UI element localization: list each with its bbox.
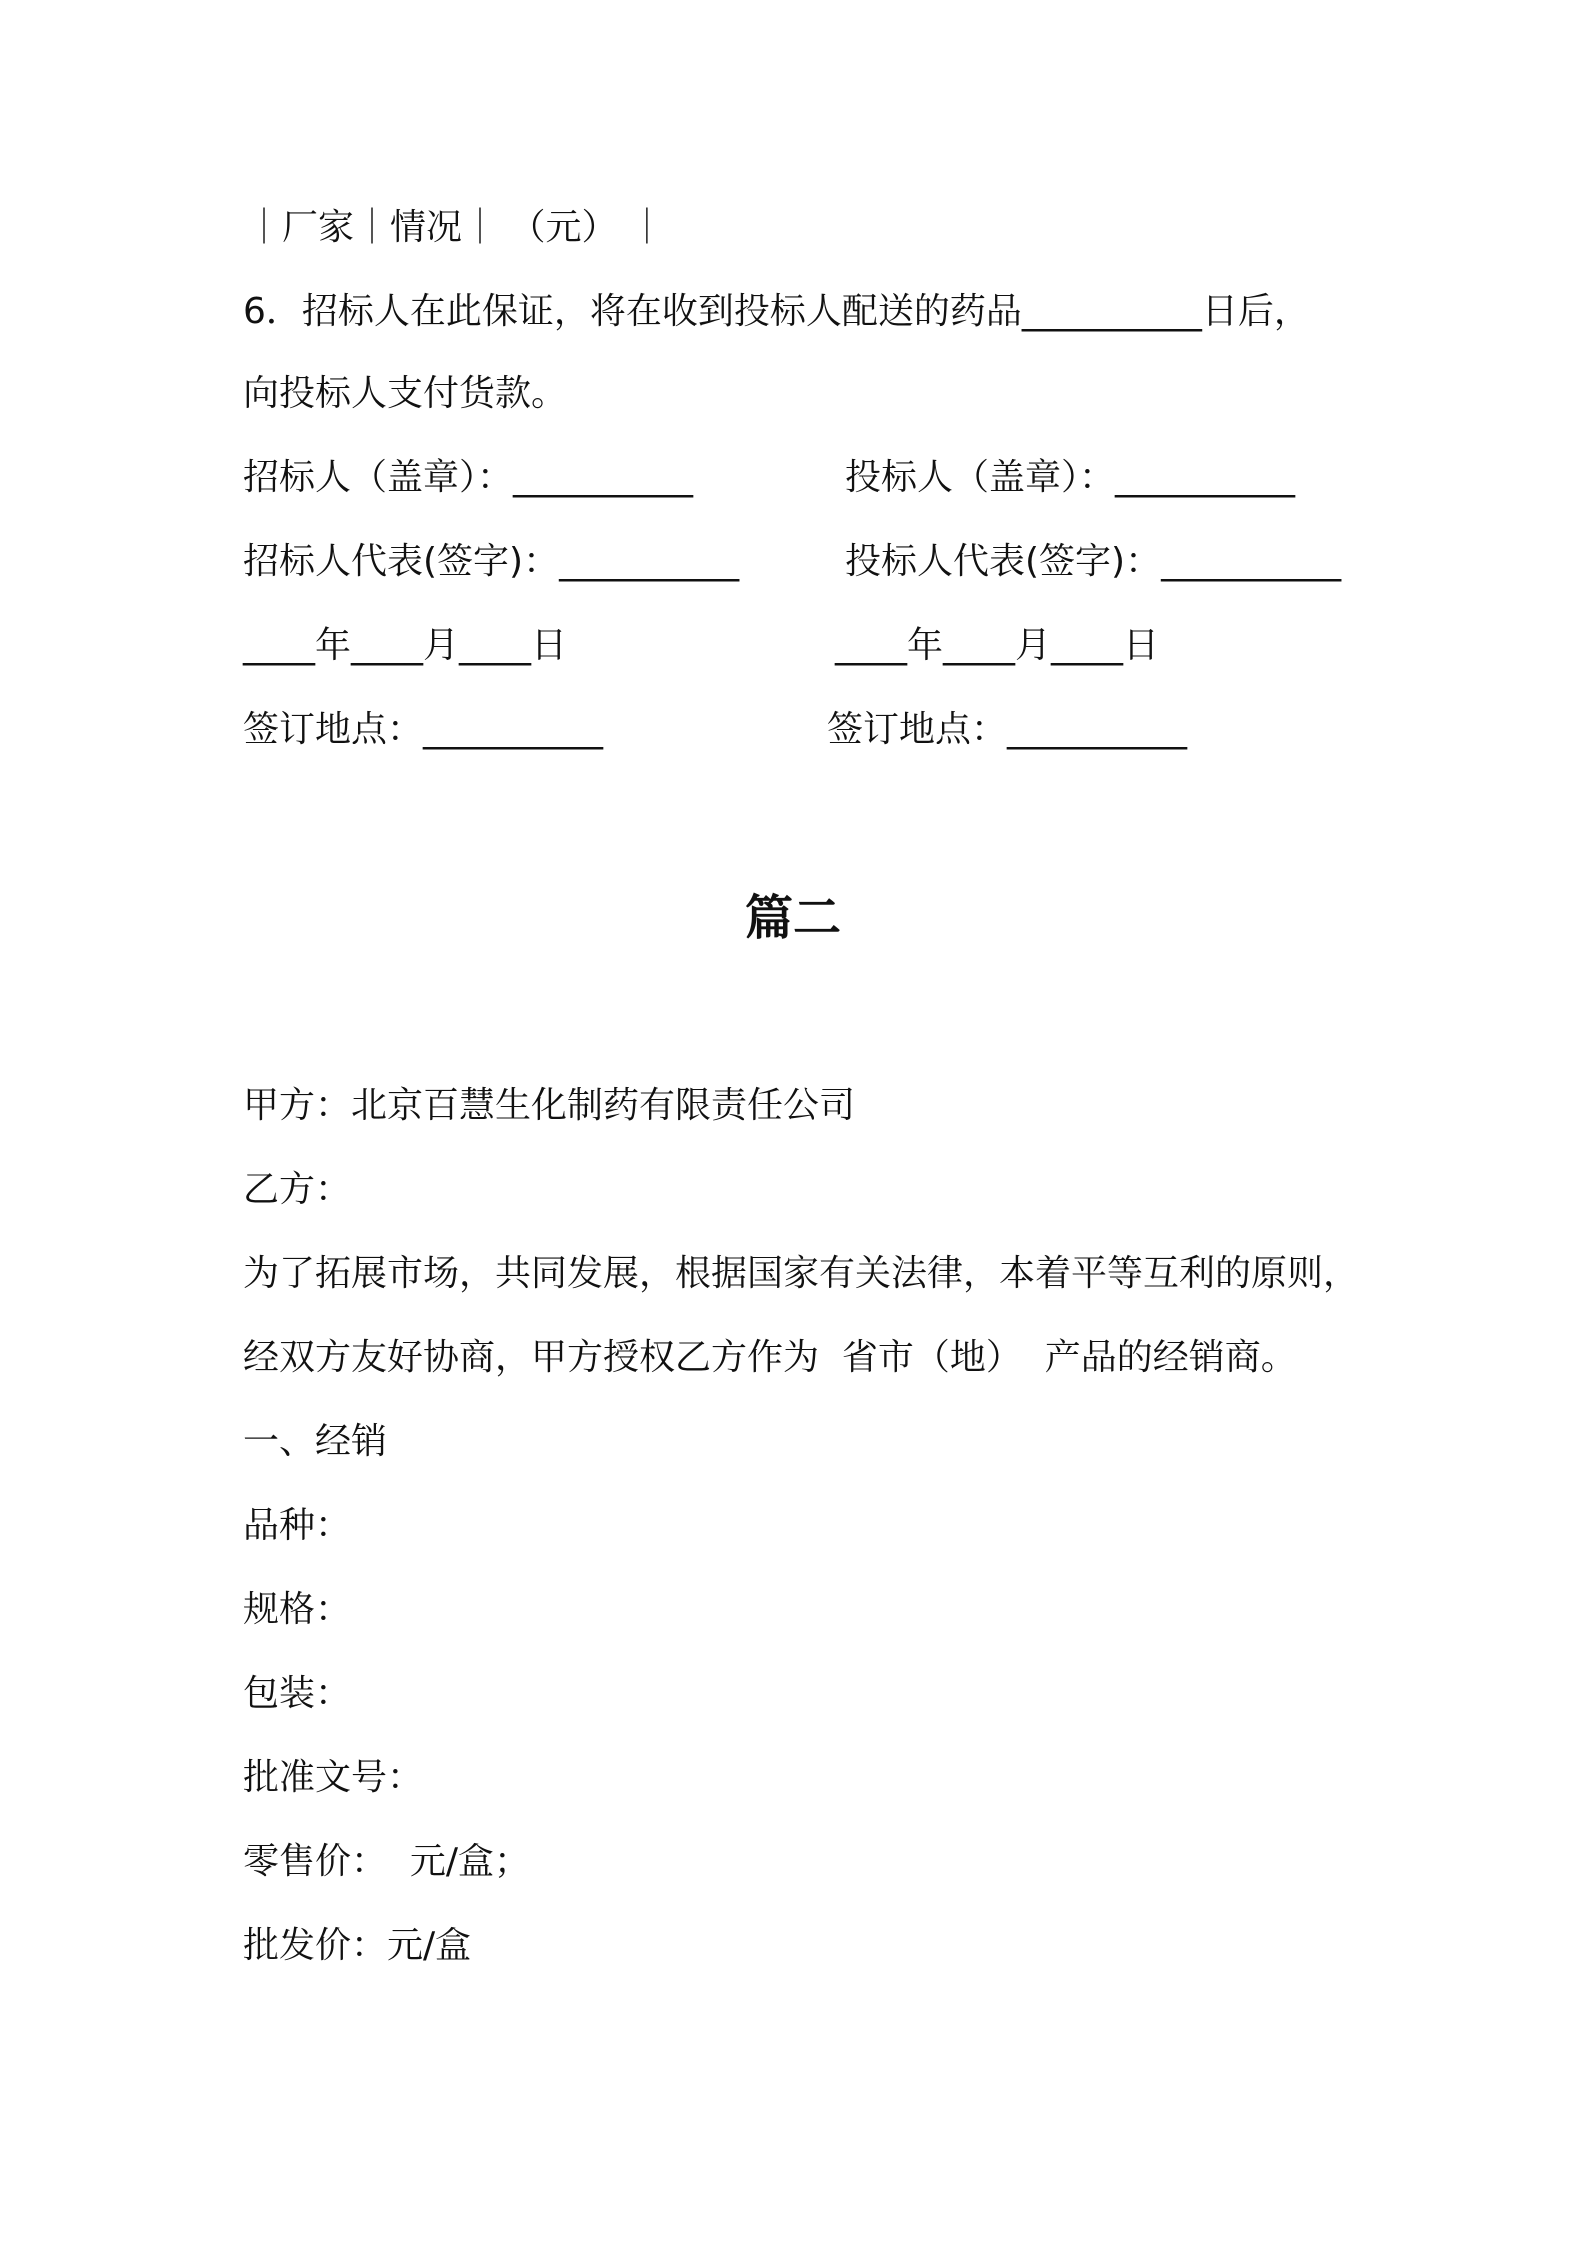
bidder-sign-place: 签订地点：__________ [827, 709, 1188, 750]
tenderer-rep-signature: 招标人代表(签字)：__________ [243, 541, 740, 582]
party-b: 乙方： [243, 1169, 352, 1210]
section-title: 篇二 [744, 890, 841, 946]
tenderer-date: ____年____月____日 [243, 625, 568, 666]
intro-line-2: 经双方友好协商，甲方授权乙方作为 省市（地） 产品的经销商。 [243, 1337, 1297, 1378]
clause-6-line-2: 向投标人支付货款。 [243, 373, 568, 414]
bidder-seal: 投标人（盖章）：__________ [845, 457, 1296, 498]
tenderer-sign-place: 签订地点：__________ [243, 709, 604, 750]
field-spec: 规格： [243, 1589, 352, 1630]
tenderer-seal: 招标人（盖章）：__________ [243, 457, 694, 498]
field-wholesale-price: 批发价：元/盒 [243, 1925, 472, 1966]
field-package: 包装： [243, 1673, 352, 1714]
party-a: 甲方：北京百慧生化制药有限责任公司 [243, 1085, 856, 1126]
clause-6-line-1: 6．招标人在此保证，将在收到投标人配送的药品__________日后， [243, 291, 1310, 332]
field-retail-price: 零售价： 元/盒； [243, 1841, 531, 1882]
bidder-rep-signature: 投标人代表(签字)：__________ [845, 541, 1342, 582]
intro-line-1: 为了拓展市场，共同发展，根据国家有关法律，本着平等互利的原则， [243, 1253, 1360, 1294]
field-variety: 品种： [243, 1505, 352, 1546]
bidder-date: ____年____月____日 [835, 625, 1160, 666]
table-header-row: ｜厂家｜情况｜ （元） ｜ [246, 207, 665, 248]
heading-distribution: 一、经销 [243, 1421, 388, 1462]
field-approval-number: 批准文号： [243, 1757, 424, 1798]
